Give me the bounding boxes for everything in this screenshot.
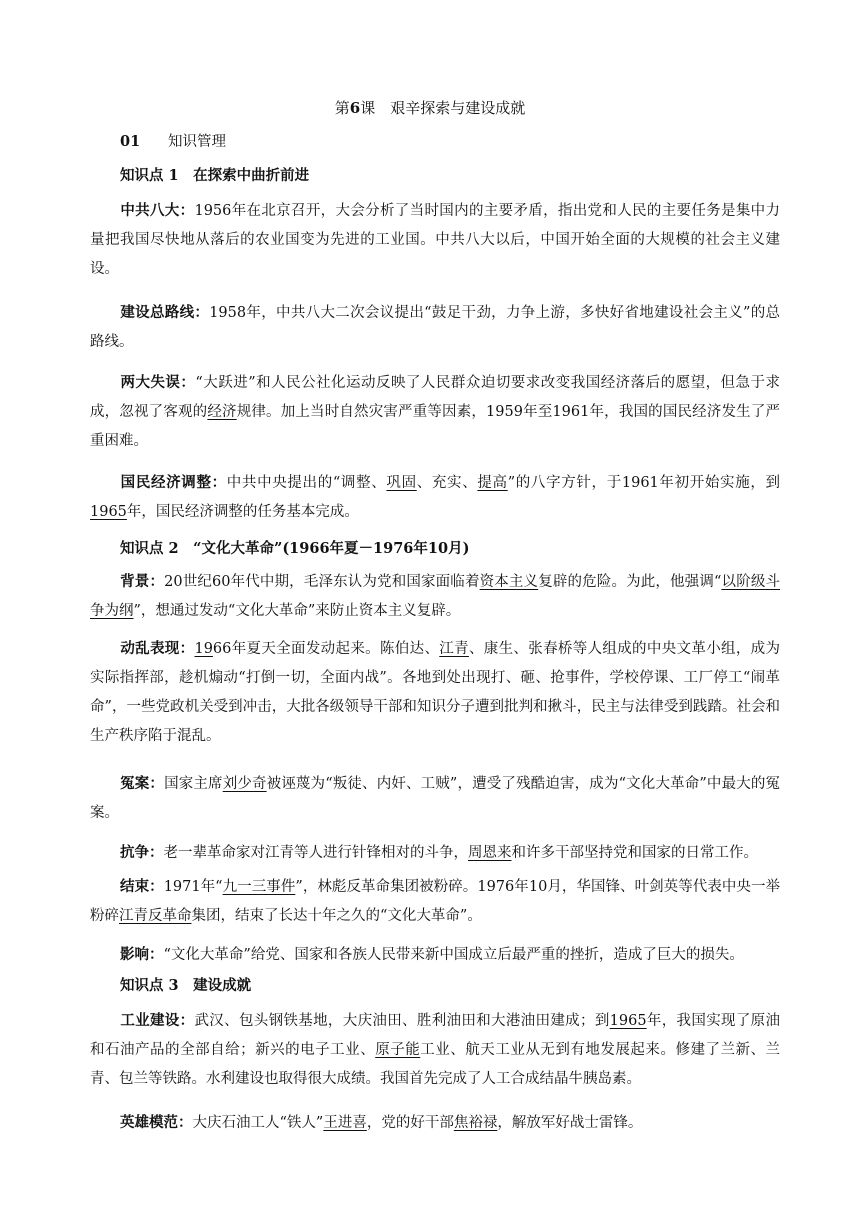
paragraph-yuan-an: 冤案：国家主席刘少奇被诬蔑为“叛徒、内奸、工贼”，遭受了残酷迫害，成为“文化大革命”中最大的冤案。 bbox=[90, 775, 781, 821]
section-number: 01 bbox=[120, 133, 141, 150]
paragraph-tiao-zheng: 国民经济调整：中共中央提出的“调整、巩固、充实、提高”的八字方针，于1961年初开始实施，到1965年，国民经济调整的任务基本完成。 bbox=[90, 474, 781, 520]
paragraph-jie-shu: 结束：1971年“九一三事件”，林彪反革命集团被粉碎。1976年10月，华国锋、叶剑英等代表中央一举粉碎江青反革命集团，结束了长达十年之久的“文化大革命”。 bbox=[90, 878, 780, 924]
lesson-title: 第6课 艰辛探索与建设成就 bbox=[334, 99, 526, 117]
knowledge-point-3-heading: 知识点 3 建设成就 bbox=[120, 977, 252, 994]
knowledge-point-1-heading: 知识点 1 在探索中曲折前进 bbox=[120, 167, 310, 184]
paragraph-ying-xiang: 影响：“文化大革命”给党、国家和各族人民带来新中国成立后最严重的挫折，造成了巨大的损失。 bbox=[120, 946, 744, 963]
paragraph-kang-zheng: 抗争：老一辈革命家对江青等人进行针锋相对的斗争，周恩来和许多干部坚持党和国家的日常工作。 bbox=[120, 844, 758, 861]
section-heading bbox=[120, 130, 226, 154]
paragraph-zong-lu-xian: 建设总路线：1958年，中共八大二次会议提出“鼓足干劲，力争上游，多快好省地建设社会主义”的总路线。 bbox=[90, 304, 781, 350]
paragraph-bei-jing: 背景：20世纪60年代中期，毛泽东认为党和国家面临着资本主义复辟的危险。为此，他强调“以阶级斗争为纲”，想通过发动“文化大革命”来防止资本主义复辟。 bbox=[90, 573, 780, 619]
paragraph-liang-da-shi-wu: 两大失误：“大跃进”和人民公社化运动反映了人民群众迫切要求改变我国经济落后的愿望，但急于求成，忽视了客观的经济规律。加上当时自然灾害严重等因素，1959年至1961年，我国的国民经济发生了严重困难。 bbox=[90, 374, 781, 449]
section-label: 知识管理 bbox=[168, 134, 226, 150]
knowledge-point-2-heading: 知识点 2 “文化大革命”(1966年夏－1976年10月) bbox=[120, 540, 470, 557]
paragraph-gong-ye-jian-she: 工业建设：武汉、包头钢铁基地，大庆油田、胜利油田和大港油田建成；到1965年，我国实现了原油和石油产品的全部自给；新兴的电子工业、原子能工业、航天工业从无到有地发展起来。修建了兰新、兰青、包兰等铁路。水利建设也取得很大成绩。我国首先完成了人工合成结晶牛胰岛素。 bbox=[90, 1012, 781, 1087]
paragraph-dong-luan: 动乱表现：1966年夏天全面发动起来。陈伯达、江青、康生、张春桥等人组成的中央文革小组，成为实际指挥部，趁机煽动“打倒一切，全面内战”。各地到处出现打、砸、抢事件，学校停课、工厂停工“闹革命”，一些党政机关受到冲击，大批各级领导干部和知识分子遭到批判和揪斗，民主与法律受到践踏。社会和生产秩序陷于混乱。 bbox=[90, 640, 781, 744]
paragraph-ying-xiong-mo-fan: 英雄模范：大庆石油工人“铁人”王进喜，党的好干部焦裕禄，解放军好战士雷锋。 bbox=[120, 1114, 643, 1131]
paragraph-ba-da: 中共八大：1956年在北京召开，大会分析了当时国内的主要矛盾，指出党和人民的主要任务是集中力量把我国尽快地从落后的农业国变为先进的工业国。中共八大以后，中国开始全面的大规模的社会主义建设。 bbox=[90, 202, 780, 277]
